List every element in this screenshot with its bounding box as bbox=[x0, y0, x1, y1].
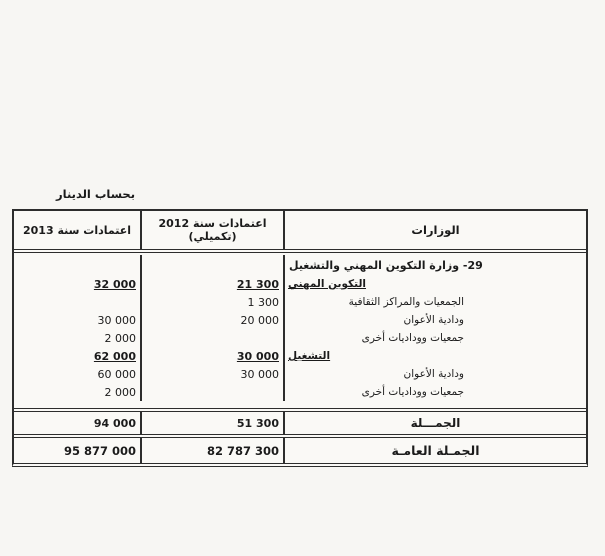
row-label: ودادية الأعوان bbox=[403, 368, 464, 380]
table-body bbox=[14, 253, 586, 408]
row-label: ودادية الأعوان bbox=[403, 314, 464, 326]
value-2012: 20 000 bbox=[240, 313, 279, 327]
row-label: جمعيات ووداديات أخرى bbox=[361, 386, 464, 398]
total-2013: 94 000 bbox=[93, 416, 136, 430]
value-2013: 32 000 bbox=[93, 277, 136, 291]
value-2012: 30 000 bbox=[236, 349, 279, 363]
row-label: التكوين المهني bbox=[288, 278, 366, 290]
table-row bbox=[14, 383, 586, 401]
value-2013: 60 000 bbox=[97, 367, 136, 381]
ministry-section-title: 29- وزارة التكوين المهني والتشغيل bbox=[289, 258, 483, 272]
header-ministries bbox=[285, 211, 586, 249]
header-credits-2013-label: اعتمادات سنة 2013 bbox=[23, 223, 132, 237]
value-2013: 2 000 bbox=[104, 385, 136, 399]
value-2013: 62 000 bbox=[93, 349, 136, 363]
value-2012: 30 000 bbox=[240, 367, 279, 381]
grand-total-label: الجمـلة العامـة bbox=[391, 443, 480, 458]
currency-note: بحساب الدينار bbox=[56, 187, 136, 201]
table-row bbox=[14, 311, 586, 329]
header-credits-2012 bbox=[142, 211, 285, 249]
ministry-title-row bbox=[14, 253, 586, 275]
table-row bbox=[14, 275, 586, 293]
table-row bbox=[14, 293, 586, 311]
row-label: التشغيل bbox=[288, 350, 331, 362]
value-2012: 21 300 bbox=[236, 277, 279, 291]
table-row bbox=[14, 347, 586, 365]
ministry-title-cell-2012 bbox=[142, 255, 285, 275]
total-row bbox=[14, 408, 586, 434]
total-label: الجمـــلة bbox=[410, 416, 461, 430]
ministry-title-cell bbox=[285, 255, 586, 275]
row-label: جمعيات ووداديات أخرى bbox=[361, 332, 464, 344]
grand-total-row bbox=[14, 434, 586, 463]
header-credits-2012-line2: (تكميلي) bbox=[188, 230, 237, 243]
grand-total-2013: 95 877 000 bbox=[63, 443, 136, 458]
row-label: الجمعيات والمراكز الثقافية bbox=[348, 296, 464, 308]
header-credits-2012-line1: اعتمادات سنة 2012 bbox=[158, 217, 267, 230]
value-2012: 1 300 bbox=[247, 295, 279, 309]
table-row bbox=[14, 329, 586, 347]
header-credits-2013 bbox=[14, 211, 142, 249]
table-header-row bbox=[14, 211, 586, 253]
value-2013: 30 000 bbox=[97, 313, 136, 327]
grand-total-2012: 82 787 300 bbox=[206, 443, 279, 458]
total-2012: 51 300 bbox=[236, 416, 279, 430]
ministry-title-cell-2013 bbox=[14, 255, 142, 275]
value-2013: 2 000 bbox=[104, 331, 136, 345]
header-ministries-label: الوزارات bbox=[411, 222, 460, 237]
table-row bbox=[14, 365, 586, 383]
budget-table bbox=[12, 209, 588, 467]
